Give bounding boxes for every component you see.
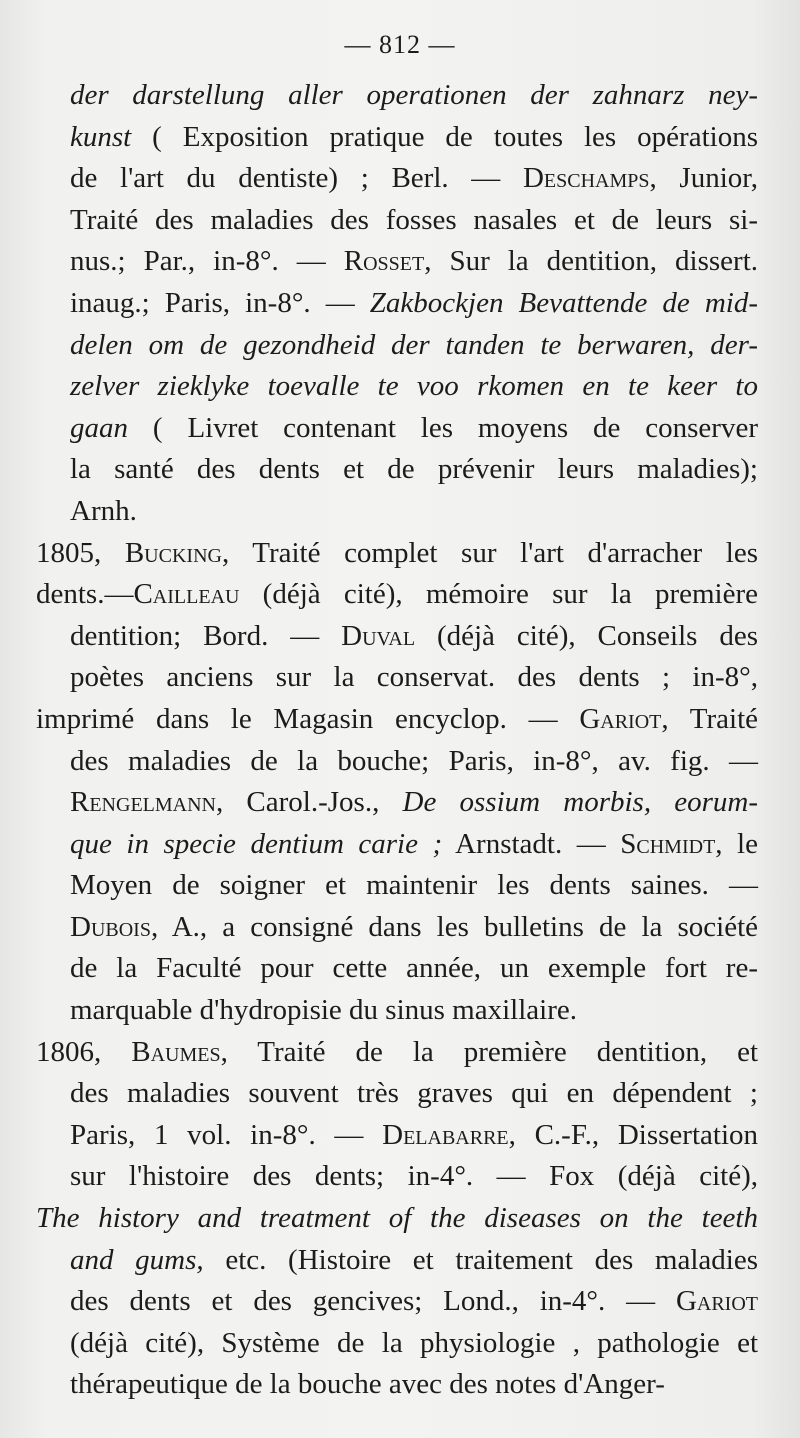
text-line: [70, 117, 758, 159]
body-text: [36, 75, 759, 1406]
author-name: Dubois: [70, 910, 151, 943]
text-line: [70, 990, 758, 1032]
text-run: imprimé dans le Magasin encyclop. —: [36, 702, 580, 735]
author-name: Rengelmann: [70, 786, 216, 819]
text-run: Paris, 1 vol. in-8°. —: [70, 1118, 383, 1151]
italic-title: gaan: [70, 411, 128, 444]
text-run: (déjà cité), Conseils des: [415, 619, 758, 652]
text-run: , Junior,: [649, 162, 758, 195]
text-run: poètes anciens sur la conservat. des dents ; in-8°,: [70, 661, 758, 694]
text-run: nus.; Par., in-8°. —: [70, 245, 344, 278]
text-line: [70, 824, 758, 866]
text-run: inaug.; Paris, in-8°. —: [70, 286, 370, 319]
author-name: Baumes: [131, 1035, 221, 1068]
text-line: [70, 158, 758, 200]
text-run: de la Faculté pour cette année, un exemple fort re-: [70, 952, 758, 985]
author-name: Deschamps: [522, 162, 650, 195]
text-run: (déjà cité), mémoire sur la première: [239, 578, 758, 611]
italic-title: De ossium morbis, eorum-: [402, 786, 758, 819]
italic-title: que in specie dentium carie ;: [70, 827, 443, 860]
text-run: marquable d'hydropisie du sinus maxillaire.: [70, 994, 577, 1027]
text-run: ( Livret contenant les moyens de conserver: [128, 411, 758, 444]
text-line: [70, 1073, 758, 1115]
italic-title: zelver zieklyke toevalle te voo rkomen en te keer to: [70, 370, 758, 403]
text-run: (déjà cité), Système de la physiologie , pathologie et: [70, 1326, 758, 1359]
text-line: [70, 1240, 758, 1282]
text-line: [36, 533, 758, 575]
italic-title: and gums,: [70, 1243, 204, 1276]
text-line: [70, 283, 758, 325]
text-line: [36, 699, 758, 741]
author-name: Schmidt: [620, 827, 716, 860]
text-run: des dents et des gencives; Lond., in-4°. —: [70, 1285, 676, 1318]
text-line: [70, 1115, 758, 1157]
text-line: [70, 616, 758, 658]
text-line: [70, 75, 758, 117]
author-name: Duval: [341, 619, 416, 652]
text-run: dents.—: [36, 578, 134, 611]
text-line: [36, 1032, 758, 1074]
italic-title: kunst: [70, 120, 132, 153]
text-run: 1805,: [36, 536, 125, 569]
text-line: [70, 366, 758, 408]
text-run: ( Exposition pratique de toutes les opérations: [131, 120, 758, 153]
author-name: Bucking: [124, 536, 222, 569]
author-name: Gariot: [675, 1285, 758, 1318]
italic-title: The history and treatment of the diseases on the teeth: [36, 1202, 758, 1235]
text-line: [70, 1364, 758, 1406]
author-name: Delabarre: [382, 1118, 509, 1151]
text-run: , Traité complet sur l'art d'arracher les: [221, 536, 759, 569]
text-line: [70, 657, 758, 699]
italic-title: delen om de gezondheid der tanden te berwaren, der-: [70, 328, 758, 361]
text-run: thérapeutique de la bouche avec des notes d'Anger-: [70, 1368, 665, 1401]
text-run: de l'art du dentiste) ; Berl. —: [70, 162, 523, 195]
text-run: des maladies de la bouche; Paris, in-8°, av. fig. —: [70, 744, 758, 777]
text-run: , Carol.-Jos.,: [216, 786, 403, 819]
text-run: sur l'histoire des dents; in-4°. — Fox (déjà cité),: [70, 1160, 758, 1193]
text-line: [70, 1323, 758, 1365]
author-name: Rosset: [343, 245, 425, 278]
text-run: dentition; Bord. —: [70, 619, 342, 652]
text-line: [70, 325, 758, 367]
text-line: [36, 1198, 758, 1240]
text-line: [70, 449, 758, 491]
text-run: des maladies souvent très graves qui en dépendent ;: [70, 1077, 758, 1110]
text-run: Traité des maladies des fosses nasales et de leurs si-: [70, 203, 758, 236]
text-line: [70, 1281, 758, 1323]
text-line: [70, 1156, 758, 1198]
text-run: Arnh.: [70, 494, 137, 527]
text-line: [70, 948, 758, 990]
text-run: , A., a consigné dans les bulletins de la société: [150, 910, 758, 943]
author-name: Gariot: [579, 702, 662, 735]
text-line: [70, 200, 758, 242]
text-run: etc. (Histoire et traitement des maladies: [203, 1243, 758, 1276]
page-number: — 812 —: [344, 30, 456, 59]
text-line: [70, 241, 758, 283]
text-run: , Traité de la première dentition, et: [220, 1035, 759, 1068]
author-name: Cailleau: [133, 578, 240, 611]
text-run: Moyen de soigner et maintenir les dents saines. —: [70, 869, 758, 902]
text-run: 1806,: [36, 1035, 132, 1068]
text-line: [70, 491, 758, 533]
italic-title: Zakbockjen Bevattende de mid-: [369, 286, 758, 319]
italic-title: der darstellung aller operationen der zahnarz ney-: [70, 79, 758, 111]
text-run: , C.-F., Dissertation: [508, 1118, 758, 1151]
text-line: [70, 865, 758, 907]
text-line: [70, 782, 758, 824]
text-line: [70, 408, 758, 450]
text-line: [70, 907, 758, 949]
text-run: la santé des dents et de prévenir leurs maladies);: [70, 453, 758, 486]
text-run: , Sur la dentition, dissert.: [424, 245, 758, 278]
text-run: , le: [715, 827, 758, 860]
text-line: [70, 741, 758, 783]
text-run: , Traité: [661, 702, 759, 735]
text-line: [36, 574, 758, 616]
text-run: Arnstadt. —: [442, 827, 621, 860]
